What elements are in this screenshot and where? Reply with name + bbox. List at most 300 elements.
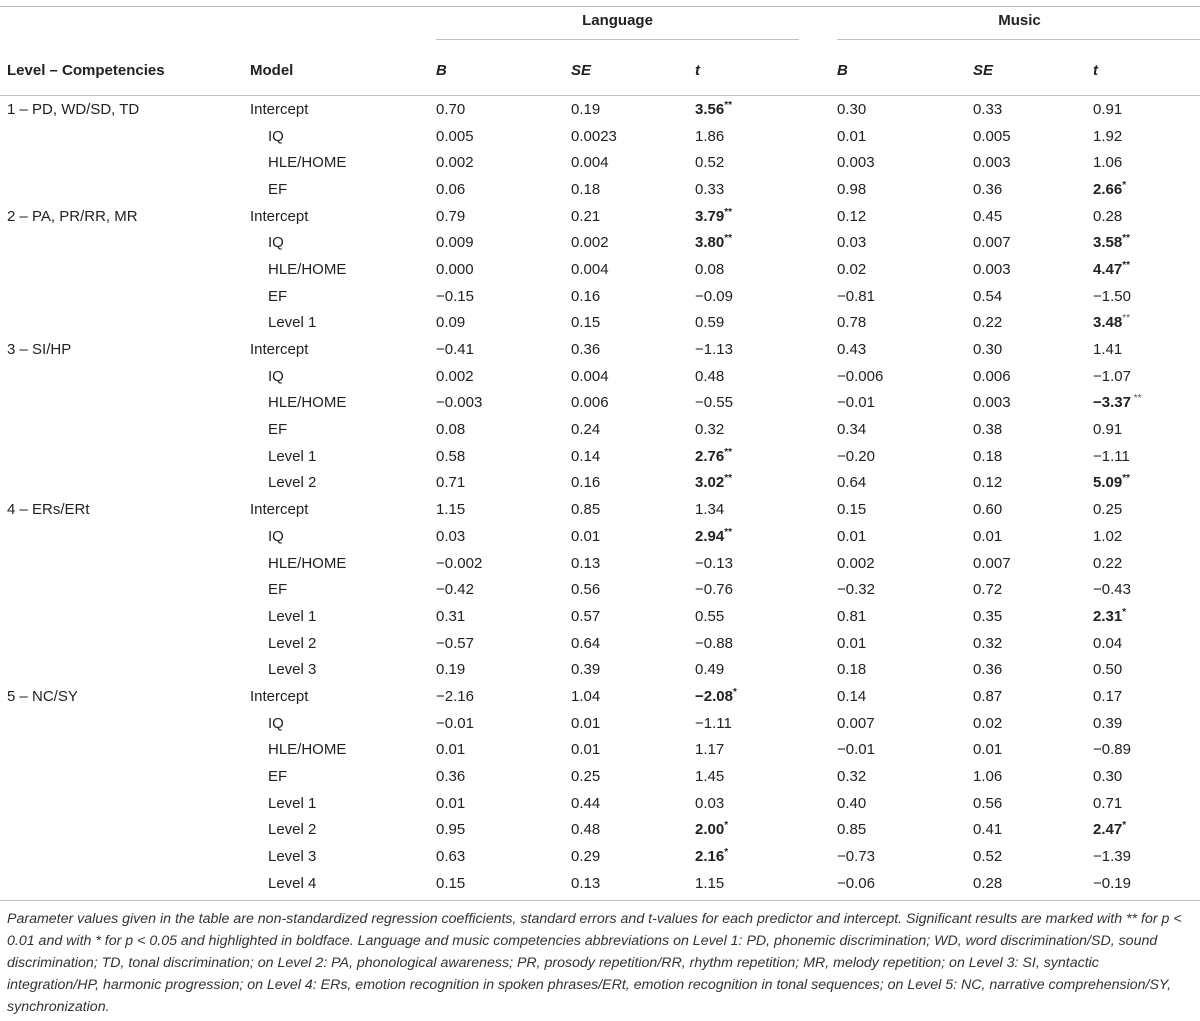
music-b-cell: 0.15: [837, 501, 867, 519]
music-t-cell: [1093, 229, 1200, 256]
level-cell: [0, 630, 250, 657]
music-se-cell: 0.003: [973, 260, 1011, 278]
music-se-cell: 0.45: [973, 207, 1003, 225]
level-cell: [0, 149, 250, 176]
language-t-cell: [695, 149, 837, 176]
music-t-cell: [1093, 336, 1200, 363]
music-t-cell-value: 5.09: [1093, 474, 1123, 492]
language-t-cell: [695, 96, 837, 123]
music-t-cell-value: −1.39: [1093, 848, 1131, 866]
model-cell: Level 3: [268, 848, 317, 866]
model-cell: IQ: [268, 127, 284, 145]
language-t-cell-value: 0.08: [695, 260, 725, 278]
level-cell: [0, 176, 250, 203]
table-row: [0, 550, 1200, 577]
model-cell: Level 2: [268, 821, 317, 839]
level-cell: [0, 523, 250, 550]
language-t-cell: [695, 310, 837, 337]
level-cell: [0, 763, 250, 790]
music-se-cell: 0.22: [973, 314, 1003, 332]
music-t-cell-value: 0.22: [1093, 554, 1123, 572]
music-b-cell: 0.32: [837, 768, 867, 786]
language-se-cell: 0.15: [571, 314, 601, 332]
level-cell: [0, 603, 250, 630]
level-cell: [0, 470, 250, 497]
significance-marker: *: [724, 847, 729, 859]
language-se-cell: 0.19: [571, 100, 601, 118]
music-se-cell: 0.60: [973, 501, 1003, 519]
language-t-cell-value: 3.02: [695, 474, 725, 492]
language-t-cell: [695, 203, 837, 230]
table-row: [0, 123, 1200, 150]
significance-marker: **: [1122, 313, 1130, 325]
table-row: [0, 576, 1200, 603]
table-row: [0, 416, 1200, 443]
language-se-cell: 1.04: [571, 687, 601, 705]
music-se-cell: 0.56: [973, 794, 1003, 812]
music-b-cell: 0.30: [837, 100, 867, 118]
model-cell: IQ: [268, 714, 284, 732]
music-t-cell-value: 2.31: [1093, 607, 1123, 625]
table-row: [0, 523, 1200, 550]
music-t-cell-value: 1.41: [1093, 341, 1123, 359]
level-cell: 2 – PA, PR/RR, MR: [7, 207, 138, 225]
music-b-cell: 0.78: [837, 314, 867, 332]
level-cell: [0, 363, 250, 390]
music-t-cell: [1093, 656, 1200, 683]
level-cell: [0, 843, 250, 870]
table-row: [0, 710, 1200, 737]
music-se-cell: 0.12: [973, 474, 1003, 492]
music-t-cell: [1093, 443, 1200, 470]
significance-marker: **: [1122, 233, 1130, 245]
language-t-cell: [695, 123, 837, 150]
model-cell: IQ: [268, 234, 284, 252]
language-t-cell-value: 0.52: [695, 154, 725, 172]
model-cell: HLE/HOME: [268, 260, 347, 278]
model-cell: Intercept: [250, 207, 309, 225]
header-spacer: [250, 7, 436, 45]
language-se-cell: 0.16: [571, 474, 601, 492]
music-group-header: [837, 7, 1200, 45]
music-se-cell: 0.003: [973, 154, 1011, 172]
language-se-cell: 0.01: [571, 527, 601, 545]
music-se-cell: 0.02: [973, 714, 1003, 732]
music-b-cell: 0.03: [837, 234, 867, 252]
music-t-cell: [1093, 203, 1200, 230]
language-b-cell: 0.005: [436, 127, 474, 145]
language-b-cell: 0.002: [436, 367, 474, 385]
music-t-cell: [1093, 310, 1200, 337]
significance-marker: **: [724, 446, 732, 458]
language-t-cell: [695, 176, 837, 203]
language-b-cell: 0.000: [436, 260, 474, 278]
language-b-cell: 0.002: [436, 154, 474, 172]
table-bottom-rule: [0, 900, 1200, 901]
music-se-cell: 0.54: [973, 287, 1003, 305]
music-group-label: Music: [837, 12, 1200, 40]
language-b-cell: 0.01: [436, 741, 466, 759]
level-cell: [0, 310, 250, 337]
language-t-cell: [695, 656, 837, 683]
language-t-cell: [695, 870, 837, 897]
significance-marker: **: [724, 206, 732, 218]
significance-marker: **: [1130, 393, 1142, 405]
language-b-cell: 1.15: [436, 501, 466, 519]
table-row: [0, 843, 1200, 870]
language-b-cell: 0.19: [436, 661, 466, 679]
language-t-cell-value: 1.15: [695, 874, 725, 892]
col-header-language-se: SE: [571, 62, 592, 79]
music-t-cell-value: 2.47: [1093, 821, 1123, 839]
col-header-language-b: B: [436, 62, 447, 79]
music-t-cell-value: 0.30: [1093, 768, 1123, 786]
language-t-cell-value: −0.88: [695, 634, 733, 652]
model-cell: IQ: [268, 367, 284, 385]
music-t-cell: [1093, 817, 1200, 844]
music-t-cell: [1093, 790, 1200, 817]
music-b-cell: 0.02: [837, 260, 867, 278]
music-t-cell: [1093, 576, 1200, 603]
language-b-cell: 0.63: [436, 848, 466, 866]
model-cell: EF: [268, 287, 288, 305]
col-header-language-t: t: [695, 62, 700, 79]
table-row: [0, 737, 1200, 764]
music-t-cell: [1093, 870, 1200, 897]
level-cell: [0, 656, 250, 683]
language-se-cell: 0.24: [571, 421, 601, 439]
level-cell: 5 – NC/SY: [7, 687, 78, 705]
music-t-cell-value: −3.37: [1093, 394, 1131, 412]
music-b-cell: 0.01: [837, 127, 867, 145]
language-se-cell: 0.18: [571, 180, 601, 198]
music-t-cell-value: 2.66: [1093, 180, 1123, 198]
music-b-cell: 0.12: [837, 207, 867, 225]
music-se-cell: 0.006: [973, 367, 1011, 385]
language-se-cell: 0.16: [571, 287, 601, 305]
table-row: [0, 603, 1200, 630]
language-se-cell: 0.56: [571, 581, 601, 599]
model-cell: HLE/HOME: [268, 741, 347, 759]
music-se-cell: 1.06: [973, 768, 1003, 786]
music-b-cell: −0.006: [837, 367, 884, 385]
music-t-cell-value: −0.89: [1093, 741, 1131, 759]
table-row: [0, 283, 1200, 310]
music-b-cell: 0.14: [837, 687, 867, 705]
music-b-cell: 0.85: [837, 821, 867, 839]
table-row: [0, 470, 1200, 497]
level-cell: [0, 443, 250, 470]
music-b-cell: −0.01: [837, 741, 875, 759]
music-b-cell: 0.43: [837, 341, 867, 359]
language-t-cell-value: −0.76: [695, 581, 733, 599]
level-cell: [0, 416, 250, 443]
language-b-cell: 0.71: [436, 474, 466, 492]
music-se-cell: 0.52: [973, 848, 1003, 866]
music-t-cell-value: −0.19: [1093, 874, 1131, 892]
significance-marker: **: [1122, 259, 1130, 271]
level-cell: 3 – SI/HP: [7, 341, 72, 359]
level-cell: [0, 229, 250, 256]
language-b-cell: −0.01: [436, 714, 474, 732]
regression-table: [0, 7, 1200, 897]
language-se-cell: 0.64: [571, 634, 601, 652]
model-cell: HLE/HOME: [268, 554, 347, 572]
language-b-cell: −0.57: [436, 634, 474, 652]
model-cell: Level 1: [268, 607, 317, 625]
language-t-cell-value: 0.32: [695, 421, 725, 439]
language-se-cell: 0.0023: [571, 127, 617, 145]
language-b-cell: 0.01: [436, 794, 466, 812]
table-body: [0, 96, 1200, 897]
model-cell: Level 4: [268, 874, 317, 892]
model-cell: Level 3: [268, 661, 317, 679]
significance-marker: *: [732, 686, 737, 698]
model-cell: IQ: [268, 527, 284, 545]
level-cell: [0, 790, 250, 817]
language-se-cell: 0.48: [571, 821, 601, 839]
col-header-music-se: SE: [973, 62, 994, 79]
music-b-cell: 0.40: [837, 794, 867, 812]
model-cell: Level 2: [268, 634, 317, 652]
level-cell: [0, 283, 250, 310]
language-b-cell: 0.95: [436, 821, 466, 839]
table-row: [0, 630, 1200, 657]
language-t-cell-value: 3.79: [695, 207, 725, 225]
music-t-cell-value: 3.48: [1093, 314, 1123, 332]
language-t-cell-value: 0.03: [695, 794, 725, 812]
music-se-cell: 0.32: [973, 634, 1003, 652]
music-se-cell: 0.38: [973, 421, 1003, 439]
language-t-cell-value: 0.33: [695, 180, 725, 198]
music-b-cell: 0.81: [837, 607, 867, 625]
level-cell: [0, 256, 250, 283]
music-se-cell: 0.33: [973, 100, 1003, 118]
language-b-cell: −0.003: [436, 394, 483, 412]
table-row: [0, 683, 1200, 710]
language-b-cell: −0.15: [436, 287, 474, 305]
music-t-cell: [1093, 176, 1200, 203]
language-se-cell: 0.36: [571, 341, 601, 359]
music-t-cell-value: 1.02: [1093, 527, 1123, 545]
language-t-cell-value: 1.17: [695, 741, 725, 759]
level-cell: [0, 123, 250, 150]
table-row: [0, 336, 1200, 363]
model-cell: Level 2: [268, 474, 317, 492]
level-cell: [0, 710, 250, 737]
significance-marker: *: [1122, 179, 1127, 191]
language-group-header: [436, 7, 837, 45]
music-se-cell: 0.36: [973, 661, 1003, 679]
music-t-cell-value: 0.25: [1093, 501, 1123, 519]
language-b-cell: −0.002: [436, 554, 483, 572]
music-b-cell: 0.18: [837, 661, 867, 679]
significance-marker: **: [724, 233, 732, 245]
level-cell: [0, 817, 250, 844]
level-cell: [0, 737, 250, 764]
music-t-cell-value: −1.11: [1093, 447, 1130, 465]
music-b-cell: −0.06: [837, 874, 875, 892]
language-t-cell-value: 3.56: [695, 100, 725, 118]
language-b-cell: −0.41: [436, 341, 474, 359]
language-t-cell-value: 1.45: [695, 768, 725, 786]
music-t-cell-value: 0.50: [1093, 661, 1123, 679]
table-row: [0, 149, 1200, 176]
language-t-cell-value: 2.76: [695, 447, 725, 465]
language-se-cell: 0.57: [571, 607, 601, 625]
significance-marker: **: [724, 526, 732, 538]
language-t-cell-value: −0.13: [695, 554, 733, 572]
model-cell: HLE/HOME: [268, 394, 347, 412]
significance-marker: *: [1122, 606, 1127, 618]
music-b-cell: −0.81: [837, 287, 875, 305]
level-cell: 1 – PD, WD/SD, TD: [7, 100, 140, 118]
model-cell: Intercept: [250, 341, 309, 359]
language-t-cell: [695, 843, 837, 870]
music-b-cell: 0.007: [837, 714, 875, 732]
model-cell: HLE/HOME: [268, 154, 347, 172]
music-t-cell-value: 0.39: [1093, 714, 1123, 732]
music-se-cell: 0.30: [973, 341, 1003, 359]
language-se-cell: 0.85: [571, 501, 601, 519]
col-header-music-t: t: [1093, 62, 1098, 79]
table-row: [0, 790, 1200, 817]
language-t-cell: [695, 763, 837, 790]
music-t-cell: [1093, 763, 1200, 790]
music-t-cell: [1093, 96, 1200, 123]
music-se-cell: 0.01: [973, 741, 1003, 759]
language-b-cell: −0.42: [436, 581, 474, 599]
language-t-cell: [695, 336, 837, 363]
music-t-cell-value: −1.50: [1093, 287, 1131, 305]
language-t-cell-value: −0.09: [695, 287, 733, 305]
language-se-cell: 0.004: [571, 367, 609, 385]
language-t-cell: [695, 523, 837, 550]
language-b-cell: 0.79: [436, 207, 466, 225]
language-t-cell-value: 2.94: [695, 527, 725, 545]
music-b-cell: 0.34: [837, 421, 867, 439]
music-t-cell-value: 1.06: [1093, 154, 1123, 172]
music-se-cell: 0.28: [973, 874, 1003, 892]
music-b-cell: 0.98: [837, 180, 867, 198]
language-t-cell: [695, 737, 837, 764]
language-t-cell-value: −1.11: [695, 714, 732, 732]
language-t-cell-value: −2.08: [695, 687, 733, 705]
col-header-music-b: B: [837, 62, 848, 79]
music-se-cell: 0.72: [973, 581, 1003, 599]
language-b-cell: 0.03: [436, 527, 466, 545]
model-cell: Level 1: [268, 314, 317, 332]
music-se-cell: 0.87: [973, 687, 1003, 705]
model-cell: Level 1: [268, 794, 317, 812]
language-b-cell: 0.36: [436, 768, 466, 786]
music-se-cell: 0.003: [973, 394, 1011, 412]
language-b-cell: 0.58: [436, 447, 466, 465]
music-se-cell: 0.01: [973, 527, 1003, 545]
music-b-cell: 0.01: [837, 527, 867, 545]
music-t-cell-value: −1.07: [1093, 367, 1131, 385]
col-header-level: Level – Competencies: [7, 62, 165, 79]
language-t-cell: [695, 363, 837, 390]
language-t-cell: [695, 817, 837, 844]
music-se-cell: 0.18: [973, 447, 1003, 465]
model-cell: Level 1: [268, 447, 317, 465]
language-b-cell: −2.16: [436, 687, 474, 705]
language-t-cell: [695, 576, 837, 603]
language-t-cell-value: 0.48: [695, 367, 725, 385]
table-row: [0, 496, 1200, 523]
significance-marker: *: [724, 820, 729, 832]
table-row: [0, 229, 1200, 256]
model-cell: EF: [268, 768, 288, 786]
language-t-cell: [695, 496, 837, 523]
significance-marker: **: [724, 473, 732, 485]
language-se-cell: 0.13: [571, 874, 601, 892]
music-b-cell: 0.002: [837, 554, 875, 572]
table-row: [0, 817, 1200, 844]
music-t-cell: [1093, 363, 1200, 390]
model-cell: Intercept: [250, 501, 309, 519]
level-cell: [0, 550, 250, 577]
table-row: [0, 203, 1200, 230]
language-t-cell-value: 2.16: [695, 848, 725, 866]
table-row: [0, 390, 1200, 417]
table-footnote: Parameter values given in the table are non-standardized regression coefficients, standard errors and t-values for each predictor and intercept. Significant results are marked with ** for p < 0.01 and with * for p < 0.05 and highlighted in boldface. Language and music competencies abbreviations on Level 1: PD, phonemic discrimination; WD, word discrimination/SD, sound discrimination; TD, tonal discrimination; on Level 2: PA, phonological awareness; PR, prosody repetition/RR, rhythm repetition; MR, melody repetition; on Level 3: SI, syntactic integration/HP, harmonic progression; on Level 4: ERs, emotion recognition in spoken phrases/ERt, emotion recognition in tonal sequences; on Level 5: NC, narrative comprehension/SY, synchronization.: [7, 911, 1182, 1015]
language-se-cell: 0.002: [571, 234, 609, 252]
language-t-cell-value: −1.13: [695, 341, 733, 359]
language-se-cell: 0.13: [571, 554, 601, 572]
music-t-cell: [1093, 683, 1200, 710]
music-t-cell-value: 3.58: [1093, 234, 1123, 252]
language-t-cell: [695, 256, 837, 283]
model-cell: EF: [268, 180, 288, 198]
language-b-cell: 0.06: [436, 180, 466, 198]
music-t-cell: [1093, 550, 1200, 577]
language-t-cell-value: 2.00: [695, 821, 725, 839]
language-t-cell: [695, 443, 837, 470]
music-t-cell-value: 0.91: [1093, 100, 1123, 118]
significance-marker: *: [1122, 820, 1127, 832]
level-cell: [0, 390, 250, 417]
music-t-cell-value: 0.04: [1093, 634, 1123, 652]
language-b-cell: 0.009: [436, 234, 474, 252]
table-row: [0, 763, 1200, 790]
music-se-cell: 0.005: [973, 127, 1011, 145]
model-cell: Intercept: [250, 687, 309, 705]
music-se-cell: 0.41: [973, 821, 1003, 839]
language-b-cell: 0.15: [436, 874, 466, 892]
col-header-model: Model: [250, 62, 294, 79]
language-se-cell: 0.01: [571, 714, 601, 732]
model-cell: EF: [268, 581, 288, 599]
music-t-cell: [1093, 523, 1200, 550]
music-t-cell: [1093, 470, 1200, 497]
language-t-cell: [695, 283, 837, 310]
music-b-cell: 0.01: [837, 634, 867, 652]
level-cell: [0, 870, 250, 897]
music-se-cell: 0.35: [973, 607, 1003, 625]
music-b-cell: −0.20: [837, 447, 875, 465]
music-b-cell: −0.32: [837, 581, 875, 599]
language-group-label: Language: [436, 12, 799, 40]
table-row: [0, 656, 1200, 683]
music-t-cell: [1093, 256, 1200, 283]
music-t-cell: [1093, 630, 1200, 657]
music-se-cell: 0.007: [973, 234, 1011, 252]
language-t-cell-value: 0.55: [695, 607, 725, 625]
music-t-cell: [1093, 283, 1200, 310]
language-se-cell: 0.004: [571, 260, 609, 278]
